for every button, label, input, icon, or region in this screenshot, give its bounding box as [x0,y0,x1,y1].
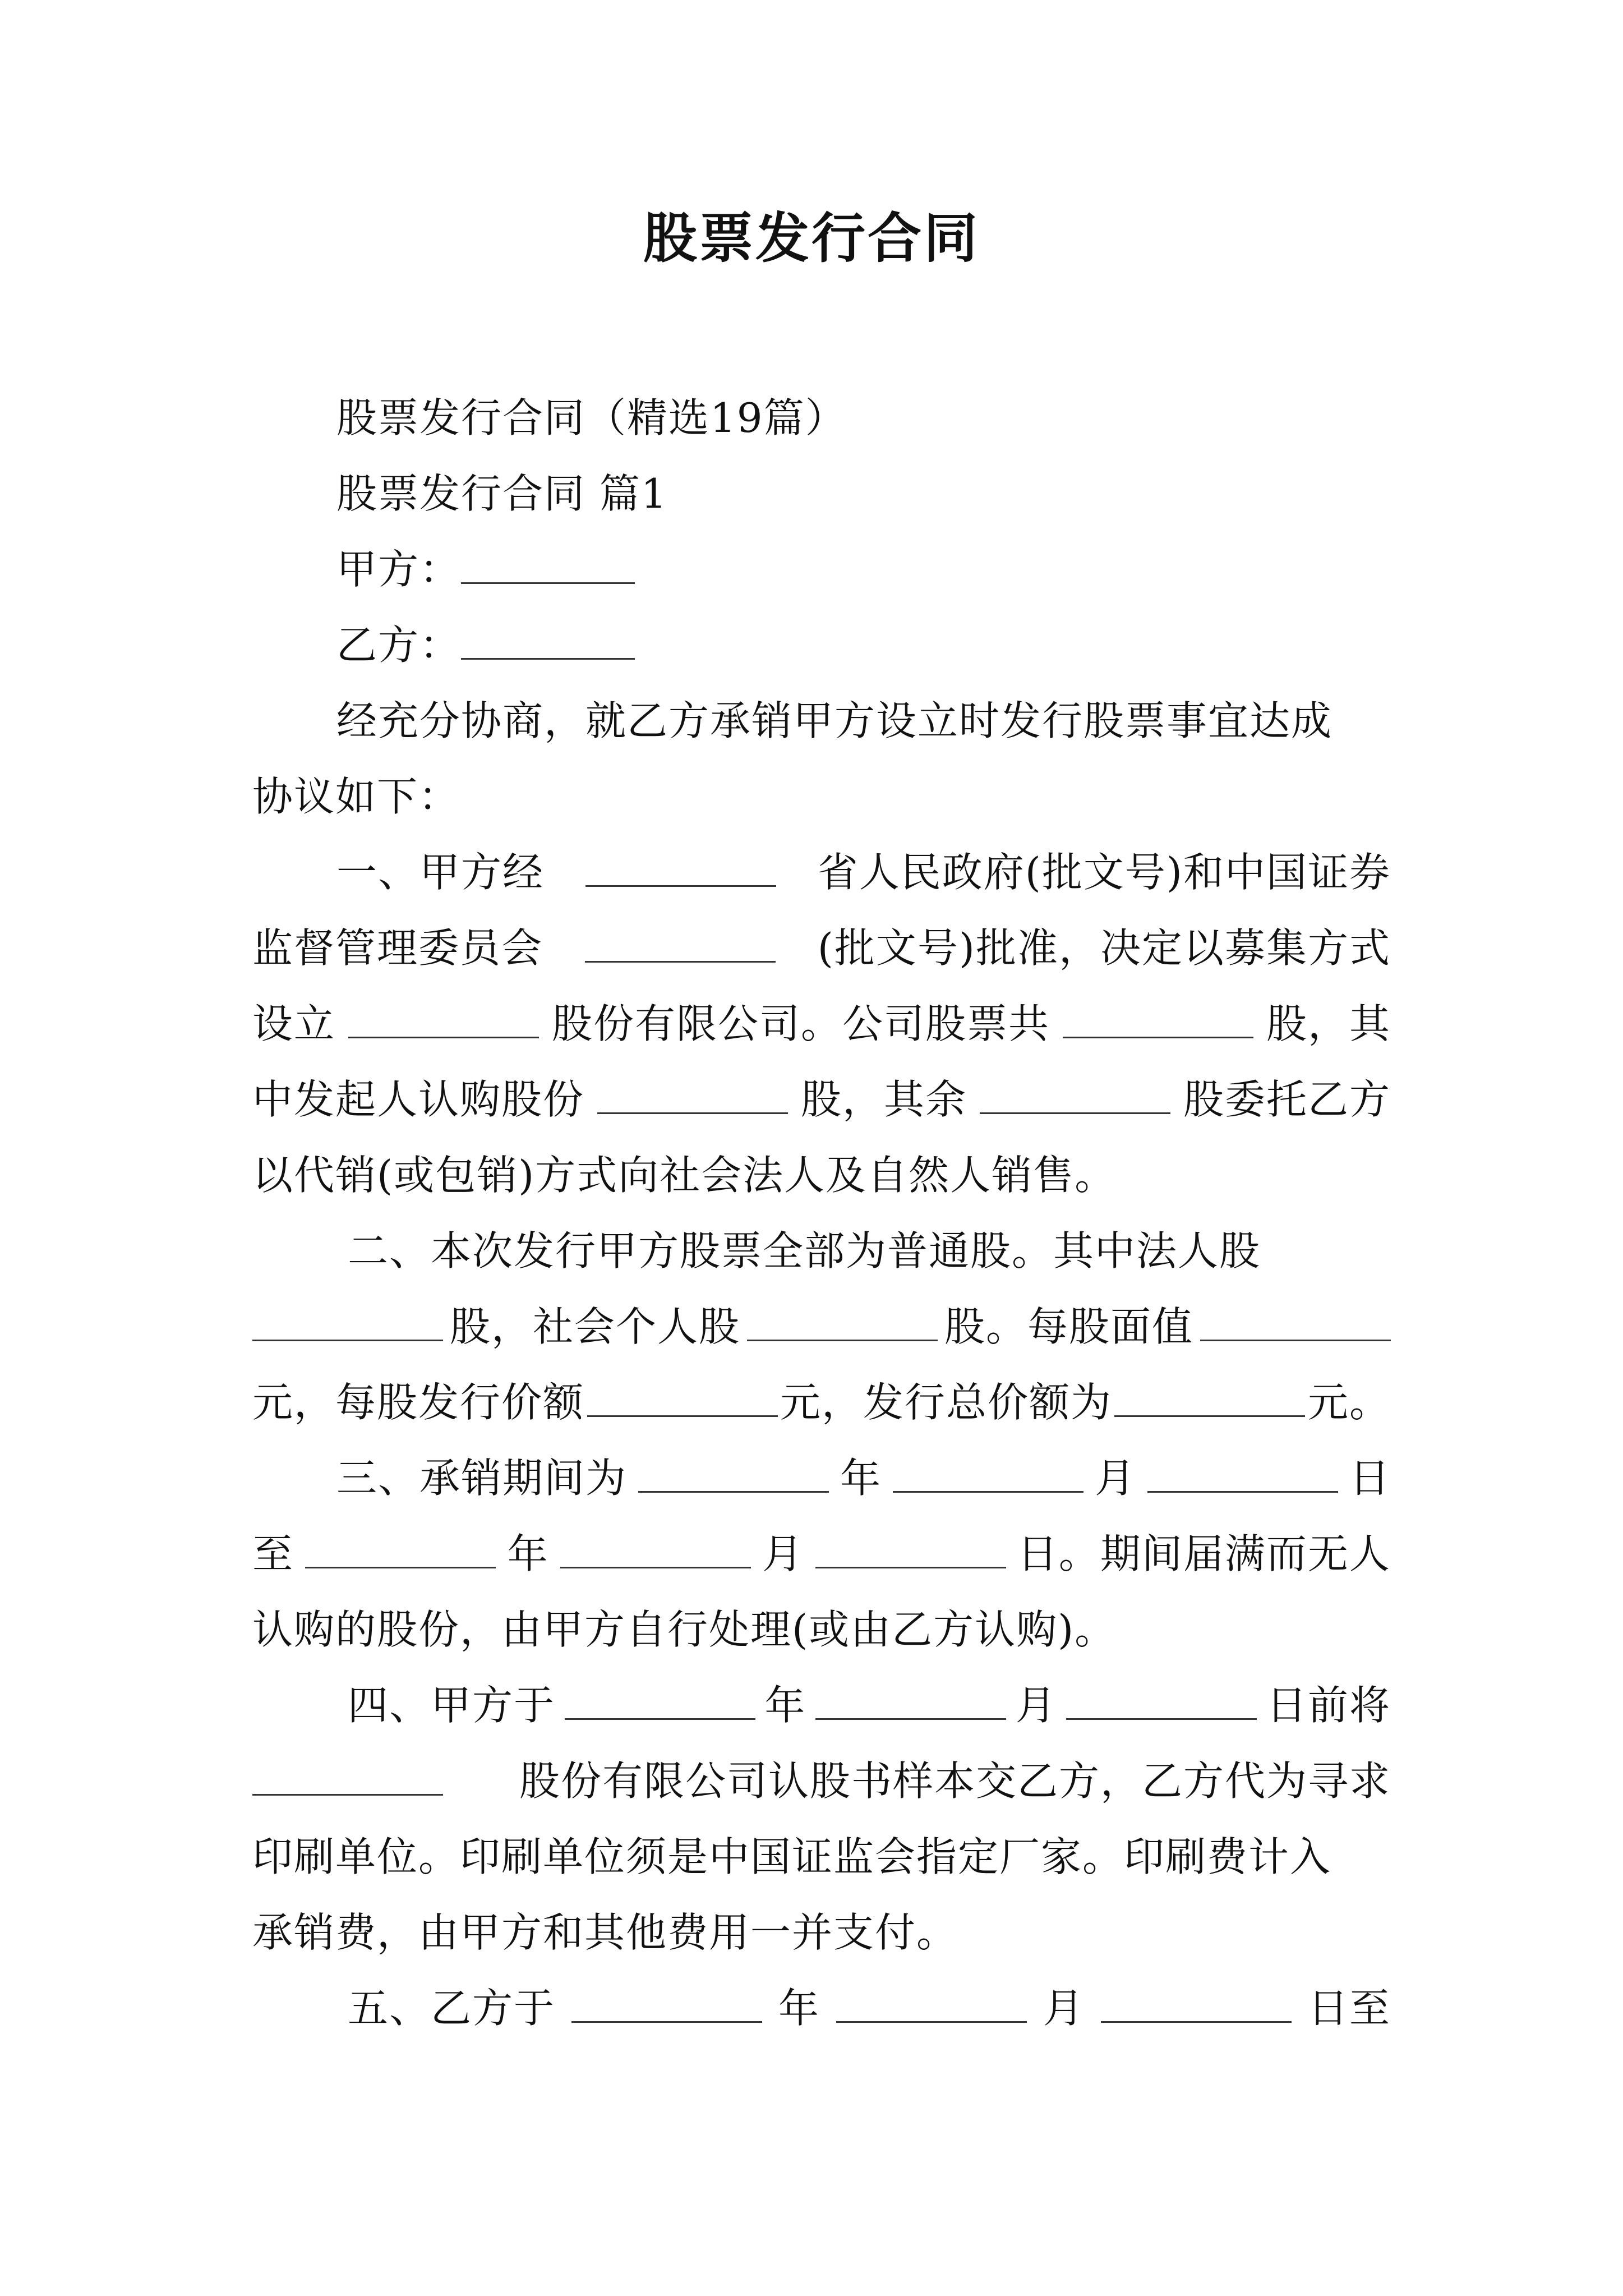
text-segment: 经充分协商，就乙方承销甲方设立时发行股票事宜达成 [336,697,1333,744]
text-segment: 印刷单位。印刷单位须是中国证监会指定厂家。印刷费计入 [252,1833,1332,1880]
fill-in-blank[interactable] [571,2019,762,2023]
text-segment: 股票发行合同 篇1 [336,470,668,517]
text-line [252,1826,1391,1888]
text-segment: 四、甲方于 [348,1682,556,1729]
text-line [348,1220,1391,1282]
text-segment: (批文号)批准，决定以募集方式 [817,924,1391,972]
text-segment: 设立 [252,1000,336,1047]
text-segment: 省人民政府(批文号)和中国证券 [817,849,1391,896]
text-line [252,1750,1391,1812]
text-segment: 年 [764,1682,806,1729]
text-segment: 三、承销期间为 [336,1455,628,1502]
text-line [252,1523,1391,1585]
text-line [252,1599,1391,1660]
fill-in-blank[interactable] [305,1565,496,1568]
text-line [336,690,1391,752]
fill-in-blank[interactable] [1063,1034,1253,1038]
fill-in-blank[interactable] [980,1110,1170,1114]
text-segment: 年 [778,1985,820,2032]
fill-in-blank[interactable] [815,1565,1006,1568]
text-segment: 监督管理委员会 [252,924,543,972]
fill-in-blank[interactable] [597,1110,788,1114]
text-segment: 元，每股发行价额 [252,1379,585,1426]
fill-in-blank[interactable] [560,1565,751,1568]
fill-in-blank[interactable] [1147,1489,1338,1493]
fill-in-blank[interactable] [585,883,776,887]
fill-in-blank[interactable] [893,1489,1083,1493]
text-line [336,539,1391,600]
text-segment: 股，社会个人股 [449,1303,740,1350]
text-line [348,1977,1391,2039]
text-line [252,1296,1391,1358]
text-segment: 元。 [1307,1379,1391,1426]
fill-in-blank[interactable] [1101,2019,1292,2023]
fill-in-blank[interactable] [565,1716,755,1720]
text-line [252,1069,1391,1130]
text-segment: 甲方： [336,546,462,593]
text-segment: 日前将 [1266,1682,1391,1729]
text-segment: 股份有限公司。公司股票共 [551,1000,1050,1047]
text-segment: 日。期间届满而无人 [1017,1530,1391,1577]
text-line [252,917,1391,979]
fill-in-blank[interactable] [461,656,635,660]
text-segment: 协议如下： [252,773,460,820]
text-segment: 股委托乙方 [1183,1076,1391,1123]
text-segment: 日至 [1307,1985,1391,2032]
text-line [252,1372,1391,1433]
fill-in-blank[interactable] [1200,1337,1391,1341]
text-segment: 月 [1015,1682,1057,1729]
fill-in-blank[interactable] [461,580,635,584]
fill-in-blank[interactable] [1114,1413,1305,1417]
text-segment: 股，其 [1266,1000,1391,1047]
text-segment: 承销费，由甲方和其他费用一并支付。 [252,1909,958,1956]
fill-in-blank[interactable] [348,1034,539,1038]
text-line [336,387,1391,449]
text-segment: 至 [252,1530,294,1577]
text-segment: 月 [1094,1455,1136,1502]
text-segment: 年 [507,1530,549,1577]
document-title: 股票发行合同 [643,206,980,270]
text-segment: 一、甲方经 [336,849,545,896]
text-segment: 日 [1349,1455,1391,1502]
fill-in-blank[interactable] [836,2019,1027,2023]
text-line [336,1447,1391,1509]
text-segment: 股，其余 [800,1076,967,1123]
text-segment: 股份有限公司认股书样本交乙方，乙方代为寻求 [519,1757,1391,1805]
text-segment: 乙方： [336,622,462,669]
fill-in-blank[interactable] [252,1792,443,1796]
text-segment: 股。每股面值 [944,1303,1193,1350]
text-line [252,1902,1391,1963]
fill-in-blank[interactable] [252,1337,443,1341]
text-line [252,993,1391,1055]
text-line [336,463,1391,524]
fill-in-blank[interactable] [587,1413,778,1417]
fill-in-blank[interactable] [1066,1716,1257,1720]
text-segment: 以代销(或包销)方式向社会法人及自然人销售。 [252,1152,1117,1199]
text-segment: 月 [1043,1985,1085,2032]
text-segment: 认购的股份，由甲方自行处理(或由乙方认购)。 [252,1606,1117,1653]
text-segment: 二、本次发行甲方股票全部为普通股。其中法人股 [348,1227,1261,1274]
text-segment: 年 [840,1455,882,1502]
text-segment: 中发起人认购股份 [252,1076,585,1123]
text-segment: 元，发行总价额为 [780,1379,1112,1426]
text-line [336,614,1391,676]
fill-in-blank[interactable] [815,1716,1006,1720]
fill-in-blank[interactable] [638,1489,829,1493]
fill-in-blank[interactable] [747,1337,938,1341]
text-line [336,841,1391,903]
fill-in-blank[interactable] [585,959,776,963]
text-line [252,1144,1391,1206]
text-segment: 月 [762,1530,804,1577]
text-segment: 五、乙方于 [348,1985,556,2032]
text-line [348,1674,1391,1736]
text-segment: 股票发行合同（精选19篇） [336,394,847,441]
text-line [252,766,1391,827]
